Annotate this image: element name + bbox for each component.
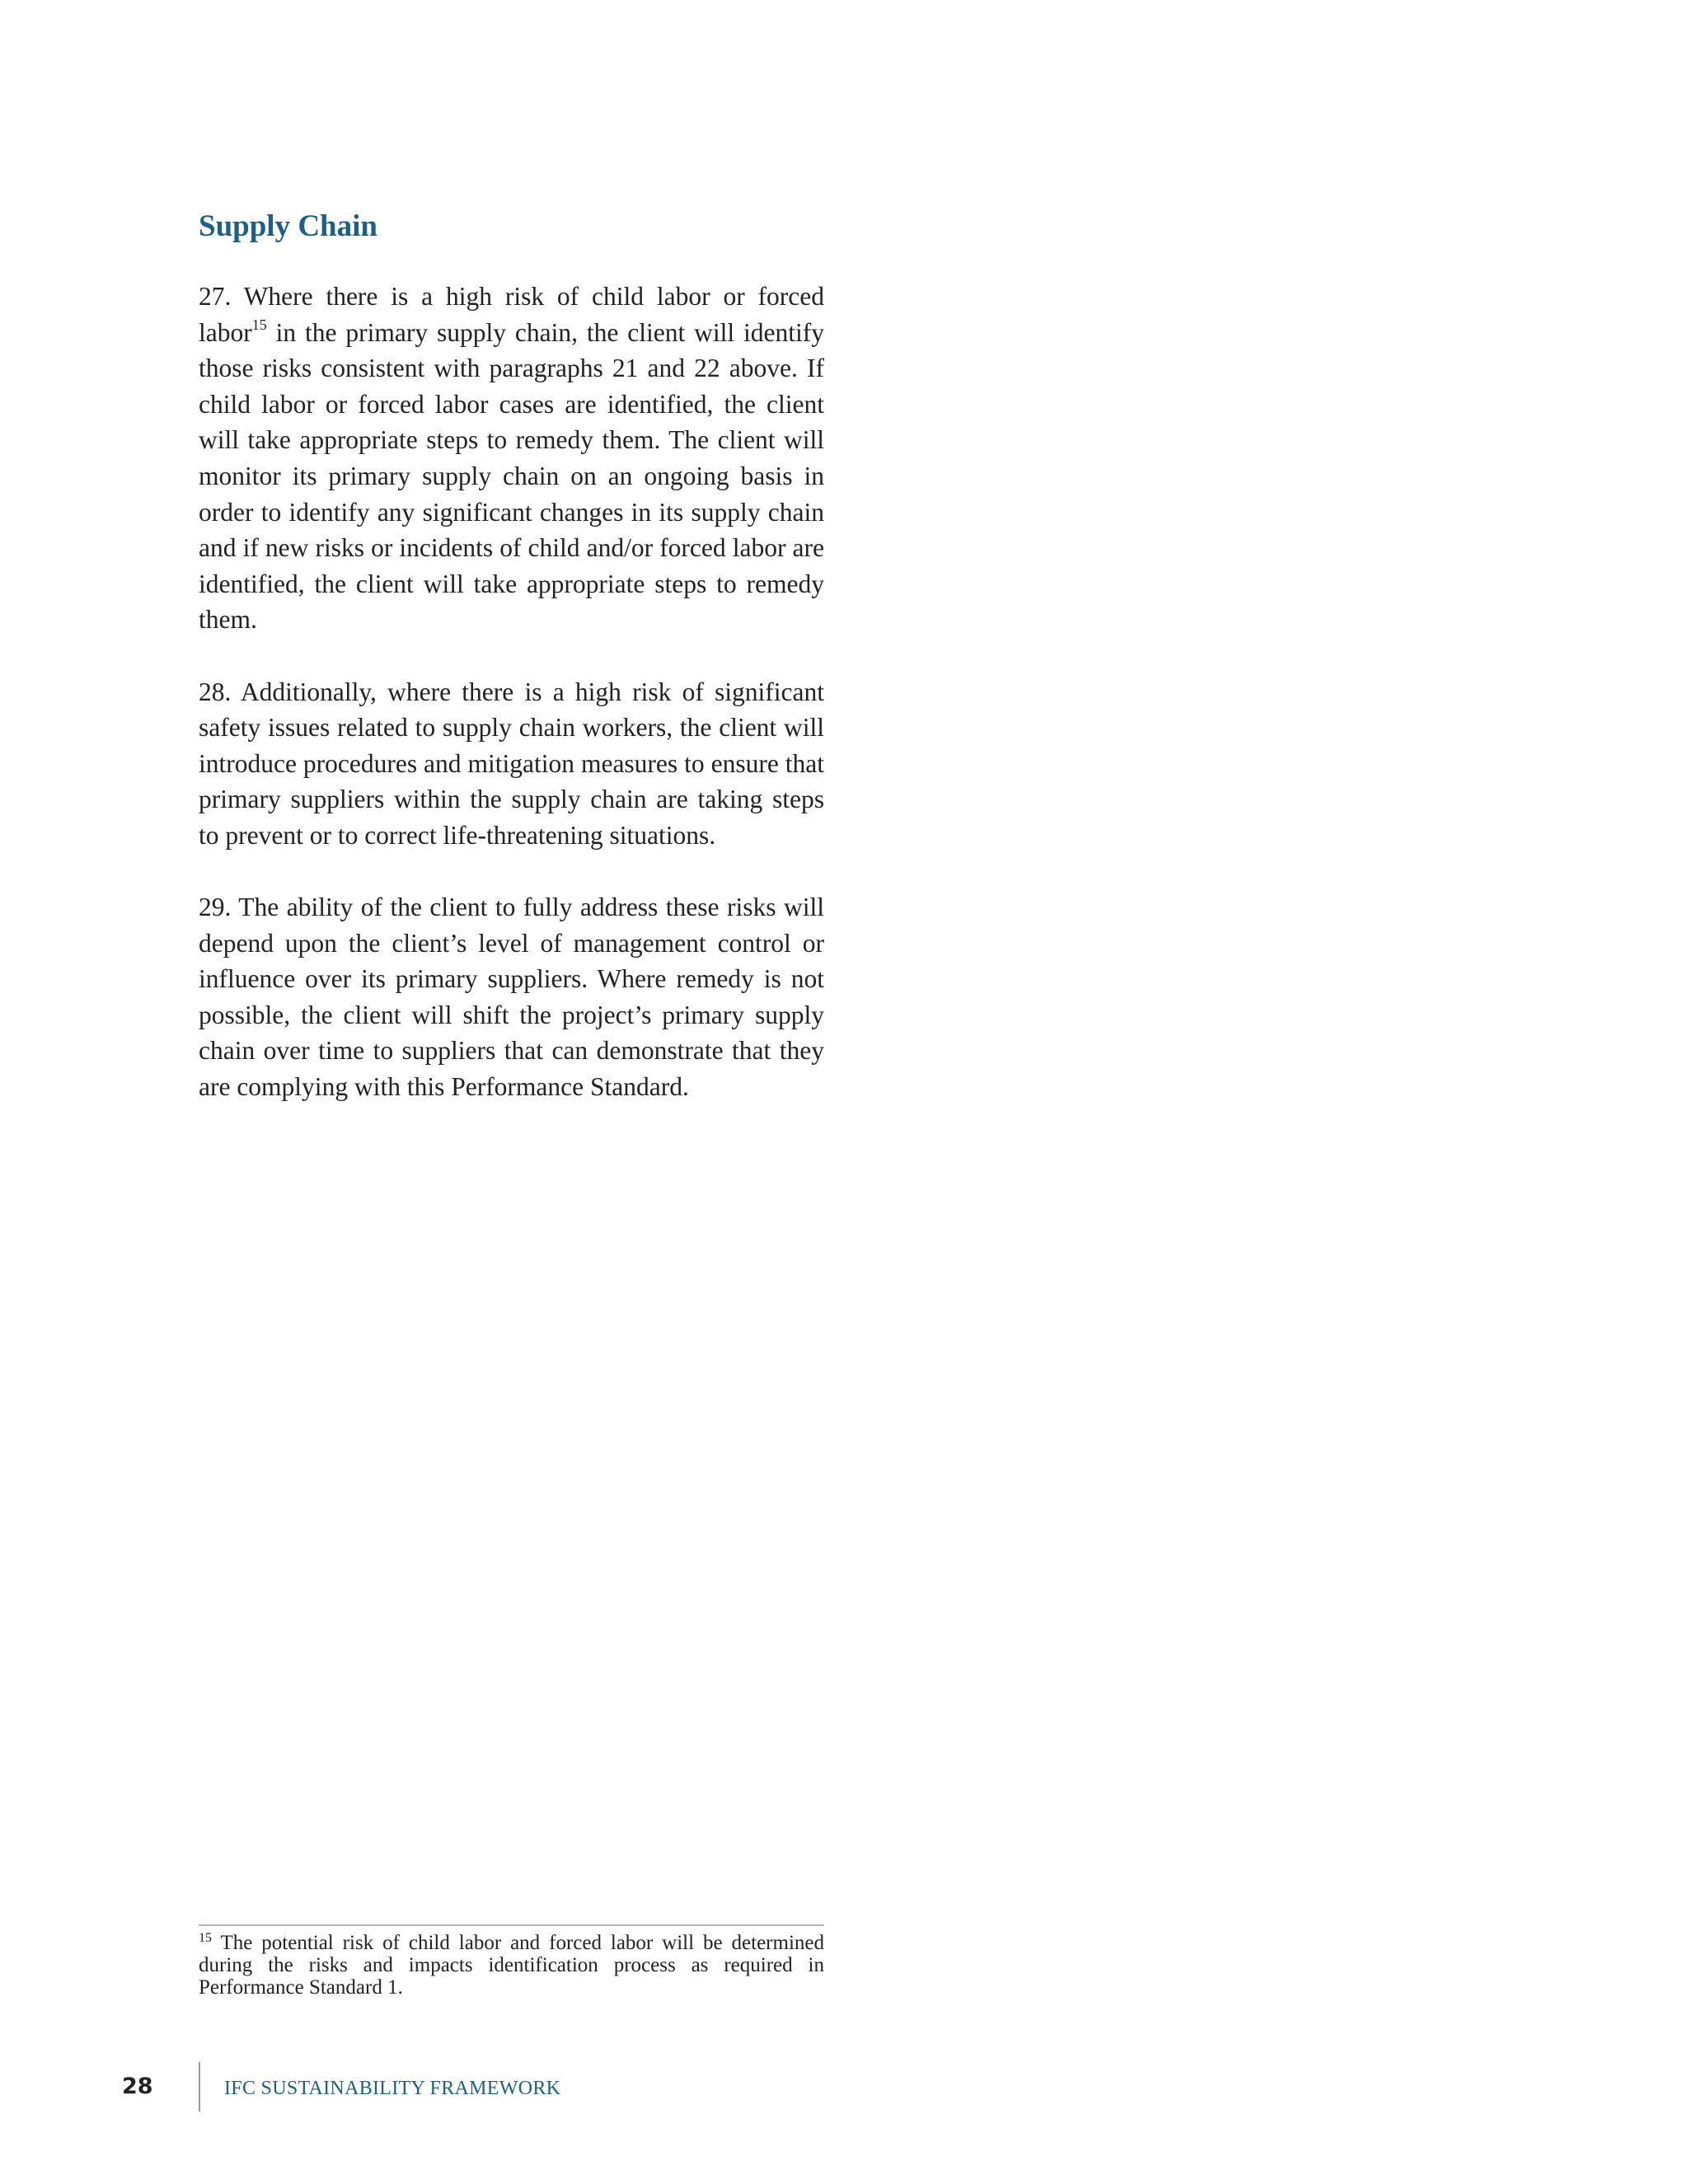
footer-publication-title: IFC SUSTAINABILITY FRAMEWORK xyxy=(224,2078,561,2099)
paragraph-27-rest: in the primary supply chain, the client will identify those risks consistent with paragraphs 21 and 22 above. If child labor or forced labor cases are identified, the client will take appropriate steps to remedy them. The client will monitor its primary supply chain on an ongoing basis in order to identify any significant changes in its supply chain and if new risks or incidents of child and/or forced labor are identified, the client will take appropriate steps to remedy them. xyxy=(199,317,824,635)
footnote-15 xyxy=(199,1932,824,1999)
body-text xyxy=(199,279,824,1105)
paragraph-29: 29. The ability of the client to fully address these risks will depend upon the client’s level of management control or influence over its primary suppliers. Where remedy is not possible, the client will shift the project’s primary supply chain over time to suppliers that can demonstrate that they are complying with this Performance Standard. xyxy=(199,893,824,1102)
paragraph-27 xyxy=(199,279,824,638)
footnote-text: The potential risk of child labor and forced labor will be determined during the risks and impacts identification process as required in Performance Standard 1. xyxy=(199,1932,824,1999)
footnote-reference-15[interactable]: 15 xyxy=(251,316,267,333)
page-footer xyxy=(0,2062,1688,2111)
footnote-divider xyxy=(199,1924,824,1926)
footnote-number: 15 xyxy=(199,1931,212,1945)
paragraph-28: 28. Additionally, where there is a high risk of significant safety issues related to supply chain workers, the client will introduce procedures and mitigation measures to ensure that primary suppliers within the supply chain are taking steps to prevent or to correct life-threatening situations. xyxy=(199,677,824,850)
section-heading: Supply Chain xyxy=(199,209,377,243)
footer-divider xyxy=(199,2062,200,2111)
page-number: 28 xyxy=(122,2074,153,2099)
paragraph-27-lead: 27. Where there is a high risk of child labor or forced labor xyxy=(199,282,824,347)
